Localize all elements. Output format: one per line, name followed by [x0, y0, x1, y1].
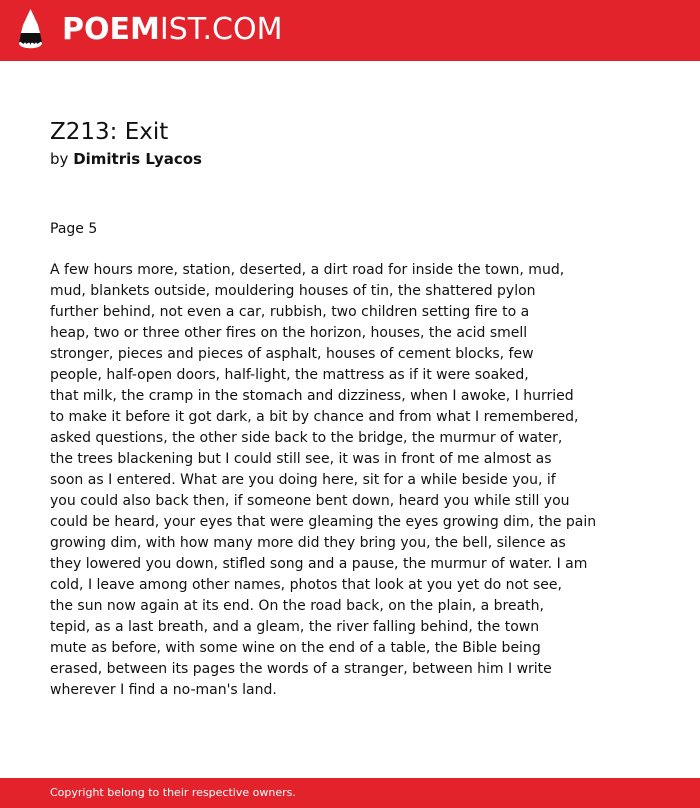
- poem-byline: [50, 149, 202, 169]
- poem-line: the trees blackening but I could still see, it was in front of me almost as: [50, 451, 552, 467]
- poem-line: could be heard, your eyes that were gleaming the eyes growing dim, the pain: [50, 514, 597, 530]
- poem-line: growing dim, with how many more did they bring you, the bell, silence as: [50, 535, 566, 551]
- poem-title: Z213: Exit: [50, 119, 169, 145]
- poem-line: further behind, not even a car, rubbish, two children setting fire to a: [50, 304, 530, 320]
- site-logo-text: [62, 12, 282, 48]
- site-logo-link[interactable]: [0, 0, 283, 61]
- poem-line: mud, blankets outside, mouldering houses of tin, the shattered pylon: [50, 283, 536, 299]
- poem-line: they lowered you down, stifled song and a pause, the murmur of water. I am: [50, 556, 588, 572]
- poem-line: to make it before it got dark, a bit by chance and from what I remembered,: [50, 409, 579, 425]
- poem-line: heap, two or three other fires on the horizon, houses, the acid smell: [50, 325, 528, 341]
- poem-line: you could also back then, if someone bent down, heard you while still you: [50, 493, 570, 509]
- poem-line: soon as I entered. What are you doing here, sit for a while beside you, if: [50, 472, 556, 488]
- poem-line: cold, I leave among other names, photos that look at you yet do not see,: [50, 577, 562, 593]
- poem-line: the sun now again at its end. On the road back, on the plain, a breath,: [50, 598, 544, 614]
- poem-line: tepid, as a last breath, and a gleam, the river falling behind, the town: [50, 619, 540, 635]
- byline-prefix: by: [50, 150, 69, 168]
- poem-line: wherever I find a no-man's land.: [50, 682, 277, 698]
- poem-line: that milk, the cramp in the stomach and dizziness, when I awoke, I hurried: [50, 388, 574, 404]
- poem-body: [50, 260, 650, 701]
- poem-line: mute as before, with some wine on the end of a table, the Bible being: [50, 640, 541, 656]
- site-footer: [0, 778, 700, 808]
- logo-bold-part: POEM: [62, 12, 160, 47]
- poem-line: people, half-open doors, half-light, the mattress as if it were soaked,: [50, 367, 529, 383]
- poem-line: erased, between its pages the words of a stranger, between him I write: [50, 661, 552, 677]
- poem-line: A few hours more, station, deserted, a dirt road for inside the town, mud,: [50, 262, 565, 278]
- page-number-label: Page 5: [50, 221, 98, 237]
- copyright-notice: Copyright belong to their respective owners.: [50, 786, 296, 799]
- author-link[interactable]: Dimitris Lyacos: [73, 150, 202, 168]
- poem-line: asked questions, the other side back to the bridge, the murmur of water,: [50, 430, 563, 446]
- pencil-tip-icon: [18, 9, 43, 51]
- site-header: [0, 0, 700, 61]
- poem-line: stronger, pieces and pieces of asphalt, houses of cement blocks, few: [50, 346, 534, 362]
- logo-light-part: IST.COM: [159, 12, 283, 47]
